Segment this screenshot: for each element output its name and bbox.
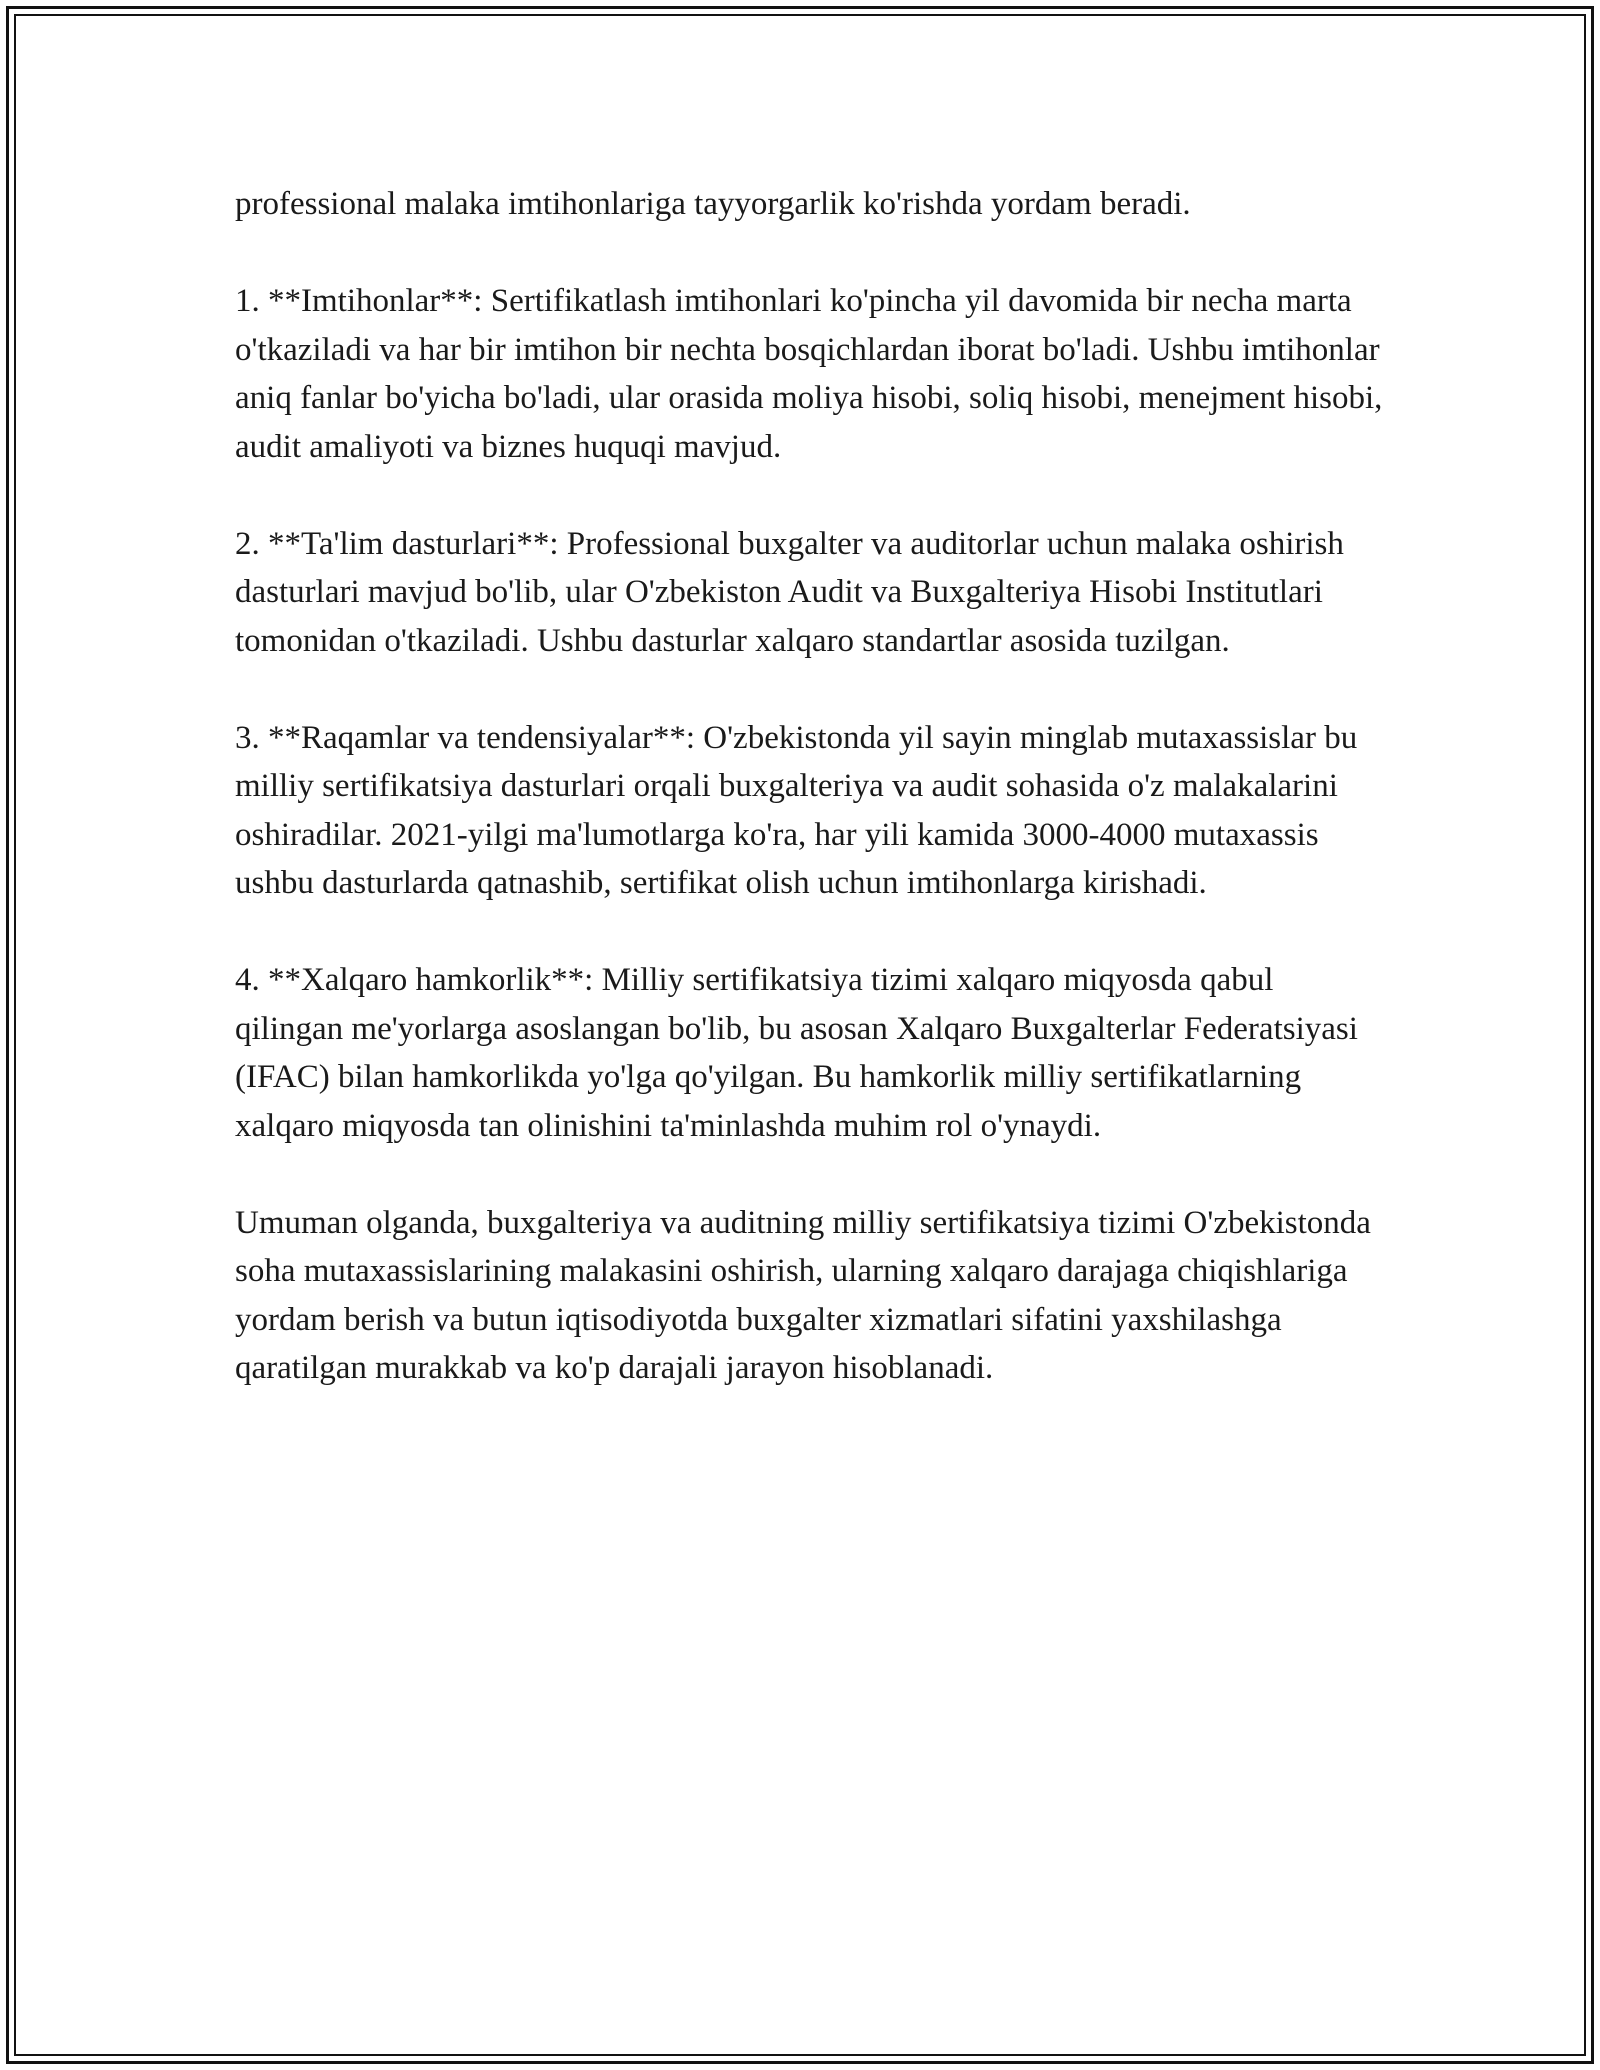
paragraph-imtihonlar: 1. **Imtihonlar**: Sertifikatlash imtihonlari ko'pincha yil davomida bir necha marta o'tkaziladi va har bir imtihon bir nechta bosqichlardan iborat bo'ladi. Ushbu imtihonlar aniq fanlar bo'yicha bo'ladi, ular orasida moliya hisobi, soliq hisobi, menejment hisobi, audit amaliyoti va biznes huquqi mavjud. — [235, 283, 1383, 465]
paragraph-intro-continuation: professional malaka imtihonlariga tayyorgarlik ko'rishda yordam beradi. — [235, 186, 1191, 222]
paragraph-talim-dasturlari: 2. **Ta'lim dasturlari**: Professional buxgalter va auditorlar uchun malaka oshirish dasturlari mavjud bo'lib, ular O'zbekiston Audit va Buxgalteriya Hisobi Institutlari tomonidan o'tkaziladi. Ushbu dasturlar xalqaro standartlar asosida tuzilgan. — [235, 525, 1344, 659]
paragraph-raqamlar: 3. **Raqamlar va tendensiyalar**: O'zbekistonda yil sayin minglab mutaxassislar bu milliy sertifikatsiya dasturlari orqali buxgalteriya va audit sohasida o'z malakalarini oshiradilar. 2021-yilgi ma'lumotlarga ko'ra, har yili kamida 3000-4000 mutaxassis ushbu dasturlarda qatnashib, sertifikat olish uchun imtihonlarga kirishadi. — [235, 719, 1358, 901]
paragraph-conclusion: Umuman olganda, buxgalteriya va auditning milliy sertifikatsiya tizimi O'zbekistonda soha mutaxassislarining malakasini oshirish, ularning xalqaro darajaga chiqishlariga yordam berish va butun iqtisodiyotda buxgalter xizmatlari sifatini yaxshilashga qaratilgan murakkab va ko'p darajali jarayon hisoblanadi. — [235, 1204, 1371, 1386]
paragraph-xalqaro-hamkorlik: 4. **Xalqaro hamkorlik**: Milliy sertifikatsiya tizimi xalqaro miqyosda qabul qilingan me'yorlarga asoslangan bo'lib, bu asosan Xalqaro Buxgalterlar Federatsiyasi (IFAC) bilan hamkorlikda yo'lga qo'yilgan. Bu hamkorlik milliy sertifikatlarning xalqaro miqyosda tan olinishini ta'minlashda muhim rol o'ynaydi. — [235, 962, 1358, 1144]
document-body — [235, 180, 1385, 1393]
